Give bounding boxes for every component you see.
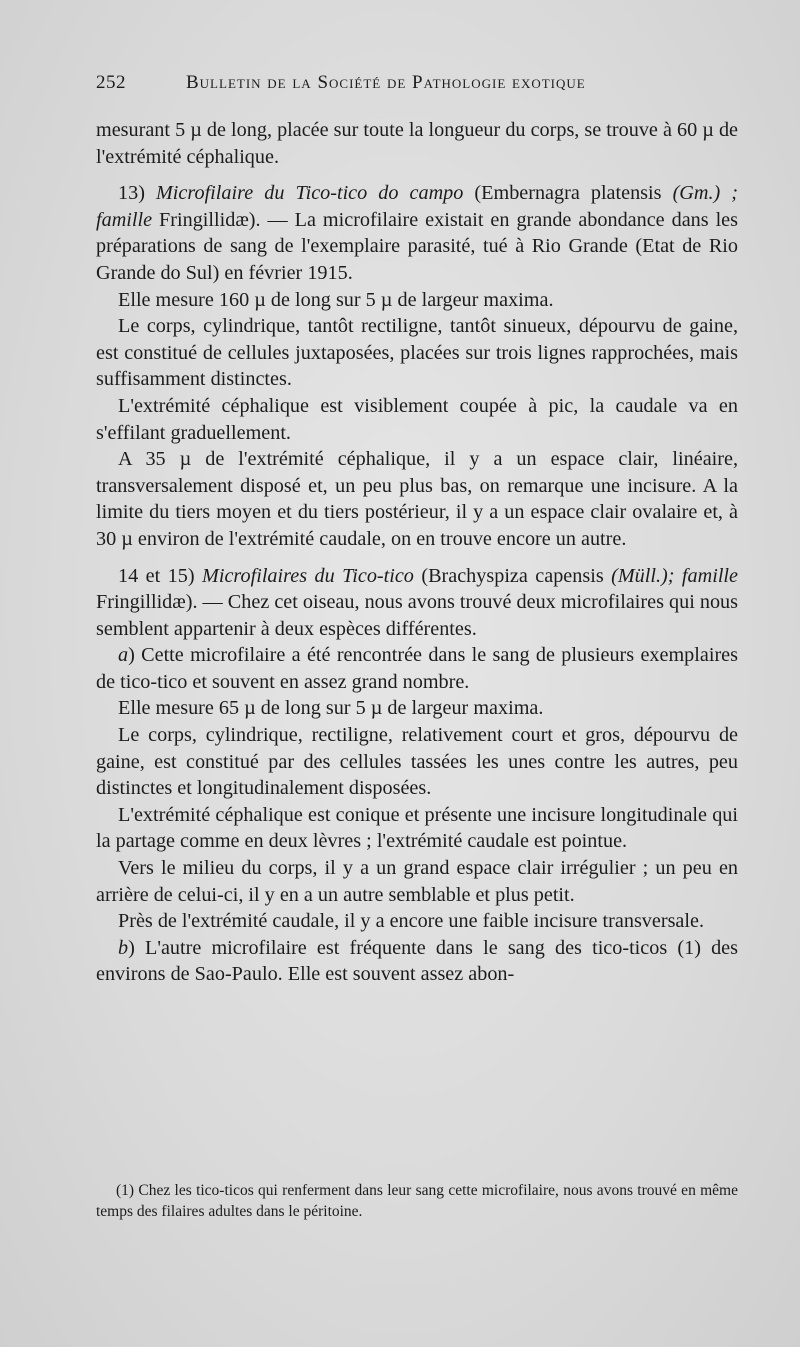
running-header [96,72,736,100]
paragraph: L'extrémité céphalique est conique et présente une incisure longitudinale qui la partage comme en deux lèvres ; l'extrémité caudale est pointue. [96,803,738,853]
paragraph-b: b) L'autre microfilaire est fréquente dans le sang des tico-ticos (1) des environs de Sao-Paulo. Elle est souvent assez abon- [96,936,738,986]
paragraph-a: a) Cette microfilaire a été rencontrée dans le sang de plusieurs exemplaires de tico-tico et souvent en assez grand nombre. [96,644,738,693]
page-number: 252 [96,72,126,93]
list-letter: b [118,936,129,959]
paragraph: Vers le milieu du corps, il y a un grand espace clair irrégulier ; un peu en arrière de celui-ci, il y en a un autre semblable et plus petit. [96,857,738,906]
paragraph: Elle mesure 160 µ de long sur 5 µ de largeur maxima. [118,288,554,311]
paragraph: L'extrémité céphalique est visiblement coupée à pic, la caudale va en s'effilant graduellement. [96,394,738,444]
paragraph: mesurant 5 µ de long, placée sur toute la longueur du corps, se trouve à 60 µ de l'extrémité céphalique. [96,119,738,168]
paragraph-section-13: 13) Microfilaire du Tico-tico do campo (Embernagra platensis (Gm.) ; famille Fringillidæ). — La microfilaire existait en grande abondance dans les préparations de sang de l'exemplaire parasité, tué à Rio Grande (Etat de Rio Grande do Sul) en février 1915. [96,182,738,284]
footnote [96,1180,738,1222]
paragraph: Elle mesure 65 µ de long sur 5 µ de largeur maxima. [118,697,544,720]
footnote-text: (1) Chez les tico-ticos qui renferment dans leur sang cette microfilaire, nous avons trouvé en même temps des filaires adultes dans le péritoine. [96,1182,738,1220]
paragraph: Le corps, cylindrique, rectiligne, relativement court et gros, dépourvu de gaine, est constitué par des cellules tassées les unes contre les autres, peu distinctes et longitudinalement disposées. [96,724,738,800]
section-number: 14 et 15) [118,564,195,587]
journal-title: Bulletin de la Société de Pathologie exotique [186,72,586,93]
paragraph-section-14-15: 14 et 15) Microfilaires du Tico-tico (Brachyspiza capensis (Müll.); famille Fringillidæ). — Chez cet oiseau, nous avons trouvé deux microfilaires qui nous semblent appartenir à deux espèces différentes. [96,564,738,640]
section-title: Microfilaires du Tico-tico [202,564,414,587]
paragraph: A 35 µ de l'extrémité céphalique, il y a un espace clair, linéaire, transversalement disposé et, un peu plus bas, on remarque une incisure. A la limite du tiers moyen et du tiers postérieur, il y a un espace clair ovalaire et, à 30 µ environ de l'extrémité caudale, on en trouve encore un autre. [96,448,738,550]
section-title: Microfilaire du Tico-tico do campo [155,182,464,205]
body-text [96,117,738,988]
paragraph: Le corps, cylindrique, tantôt rectiligne, tantôt sinueux, dépourvu de gaine, est constitué de cellules juxtaposées, placées sur trois lignes rapprochées, mais suffisamment distinctes. [96,315,738,391]
paragraph: Près de l'extrémité caudale, il y a encore une faible incisure transversale. [118,910,705,933]
section-number: 13) [118,182,145,205]
list-letter: a [118,644,129,667]
